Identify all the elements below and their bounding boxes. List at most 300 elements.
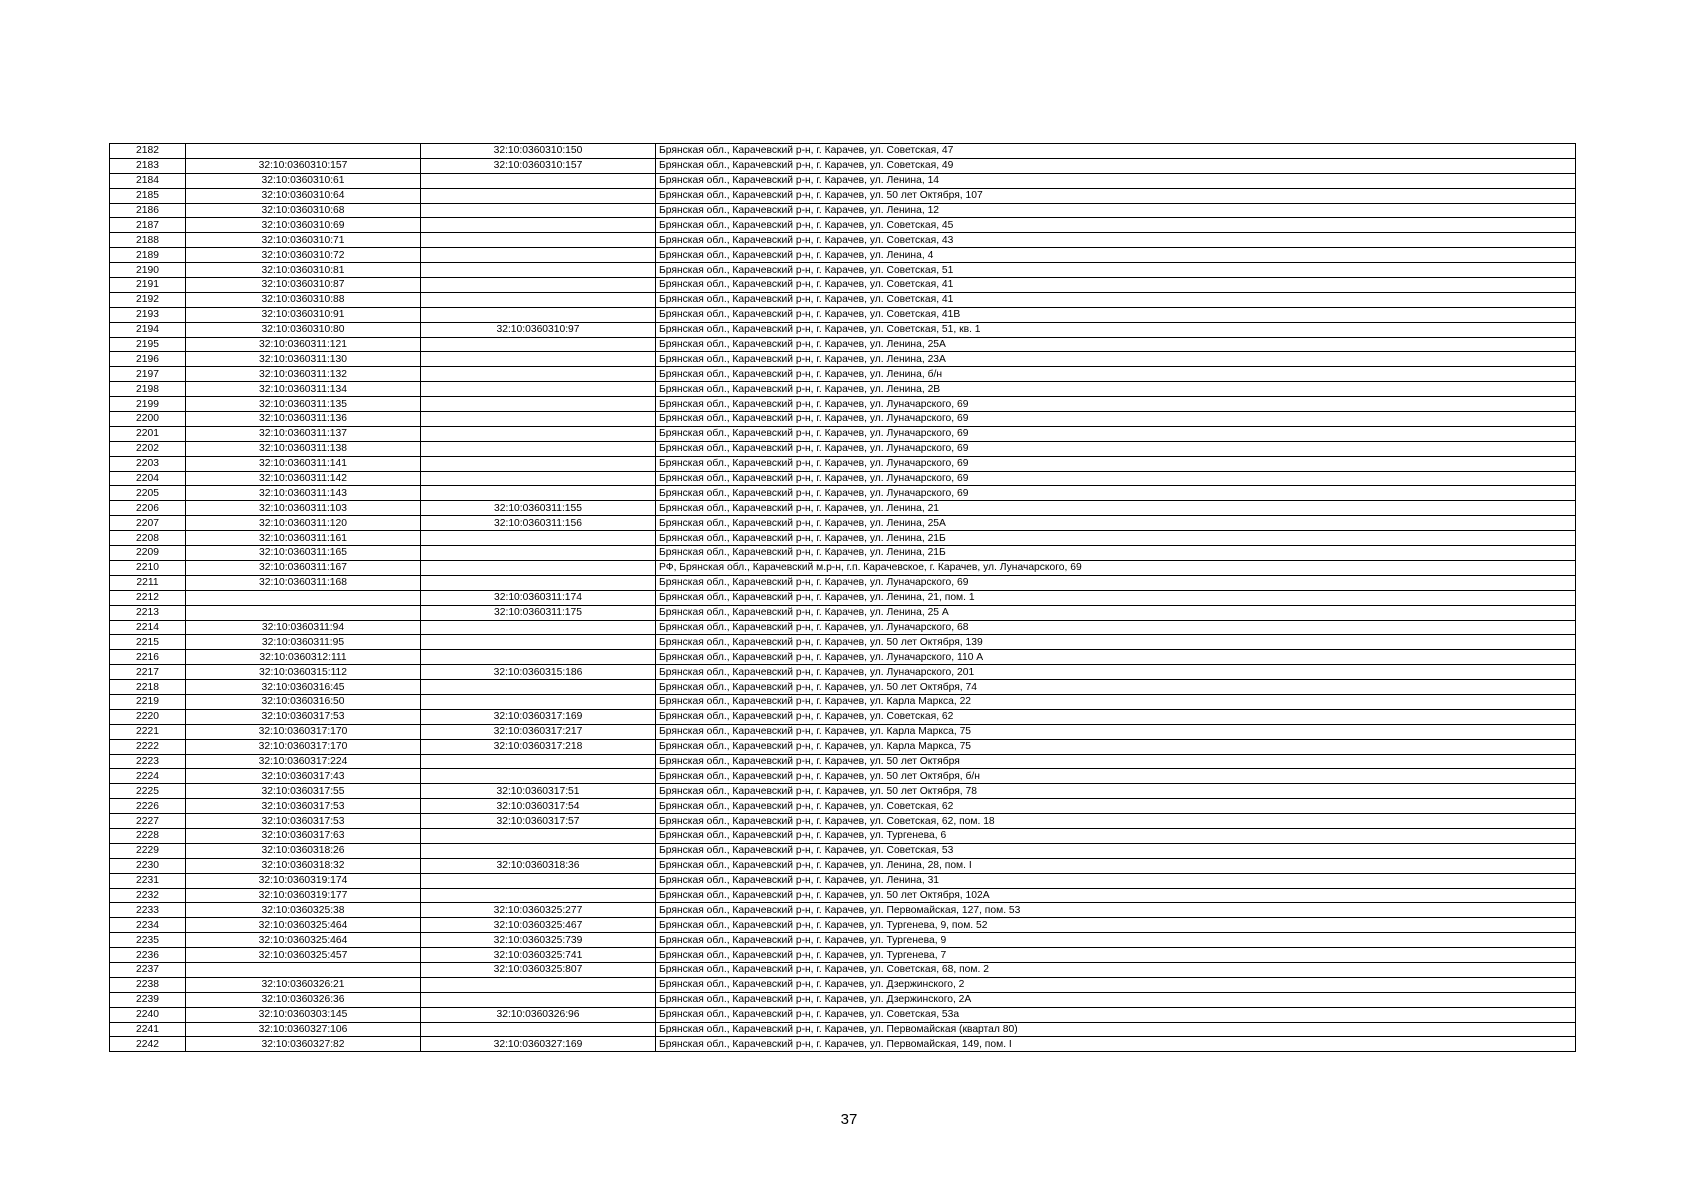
cadastral-number-cell: 32:10:0360310:88: [186, 292, 421, 307]
address-cell: Брянская обл., Карачевский р-н, г. Карачев, ул. Ленина, 25 А: [656, 605, 1576, 620]
address-cell: Брянская обл., Карачевский р-н, г. Карачев, ул. Советская, 53а: [656, 1007, 1576, 1022]
address-cell: Брянская обл., Карачевский р-н, г. Карачев, ул. Советская, 68, пом. 2: [656, 962, 1576, 977]
row-number-cell: 2210: [110, 560, 186, 575]
cadastral-number-cell: 32:10:0360310:68: [186, 203, 421, 218]
cadastral-number-cell: 32:10:0360312:111: [186, 650, 421, 665]
table-row: [110, 441, 1576, 456]
row-number-cell: 2194: [110, 322, 186, 337]
table-row: [110, 784, 1576, 799]
linked-cadastral-number-cell: [421, 426, 656, 441]
table-row: [110, 382, 1576, 397]
row-number-cell: 2242: [110, 1037, 186, 1052]
row-number-cell: 2215: [110, 635, 186, 650]
linked-cadastral-number-cell: 32:10:0360325:277: [421, 903, 656, 918]
cadastral-number-cell: 32:10:0360310:64: [186, 188, 421, 203]
linked-cadastral-number-cell: [421, 754, 656, 769]
cadastral-number-cell: [186, 590, 421, 605]
linked-cadastral-number-cell: [421, 173, 656, 188]
address-cell: Брянская обл., Карачевский р-н, г. Карачев, ул. Ленина, 21, пом. 1: [656, 590, 1576, 605]
row-number-cell: 2233: [110, 903, 186, 918]
linked-cadastral-number-cell: [421, 992, 656, 1007]
table-row: [110, 575, 1576, 590]
linked-cadastral-number-cell: [421, 412, 656, 427]
address-cell: Брянская обл., Карачевский р-н, г. Карачев, ул. Тургенева, 6: [656, 828, 1576, 843]
table-row: [110, 769, 1576, 784]
address-cell: Брянская обл., Карачевский р-н, г. Карачев, ул. Ленина, 25А: [656, 337, 1576, 352]
cadastral-number-cell: 32:10:0360310:157: [186, 158, 421, 173]
row-number-cell: 2207: [110, 516, 186, 531]
address-cell: Брянская обл., Карачевский р-н, г. Карачев, ул. Луначарского, 110 А: [656, 650, 1576, 665]
row-number-cell: 2230: [110, 858, 186, 873]
cadastral-number-cell: 32:10:0360317:53: [186, 814, 421, 829]
table-row: [110, 739, 1576, 754]
address-cell: Брянская обл., Карачевский р-н, г. Карачев, ул. Советская, 41: [656, 292, 1576, 307]
cadastral-number-cell: 32:10:0360310:81: [186, 263, 421, 278]
table-row: [110, 799, 1576, 814]
cadastral-number-cell: 32:10:0360310:72: [186, 248, 421, 263]
linked-cadastral-number-cell: 32:10:0360310:97: [421, 322, 656, 337]
address-cell: Брянская обл., Карачевский р-н, г. Карачев, ул. Ленина, 25А: [656, 516, 1576, 531]
row-number-cell: 2193: [110, 307, 186, 322]
cadastral-number-cell: 32:10:0360310:91: [186, 307, 421, 322]
property-registry-table: [109, 143, 1576, 1052]
table-row: [110, 933, 1576, 948]
row-number-cell: 2227: [110, 814, 186, 829]
table-row: [110, 337, 1576, 352]
cadastral-number-cell: 32:10:0360311:165: [186, 546, 421, 561]
linked-cadastral-number-cell: [421, 531, 656, 546]
table-row: [110, 962, 1576, 977]
row-number-cell: 2238: [110, 977, 186, 992]
linked-cadastral-number-cell: [421, 367, 656, 382]
address-cell: Брянская обл., Карачевский р-н, г. Карачев, ул. Ленина, 23А: [656, 352, 1576, 367]
address-cell: Брянская обл., Карачевский р-н, г. Карачев, ул. Советская, 41В: [656, 307, 1576, 322]
address-cell: Брянская обл., Карачевский р-н, г. Карачев, ул. 50 лет Октября: [656, 754, 1576, 769]
linked-cadastral-number-cell: 32:10:0360317:51: [421, 784, 656, 799]
row-number-cell: 2187: [110, 218, 186, 233]
linked-cadastral-number-cell: 32:10:0360325:807: [421, 962, 656, 977]
linked-cadastral-number-cell: [421, 397, 656, 412]
table-row: [110, 531, 1576, 546]
row-number-cell: 2236: [110, 948, 186, 963]
address-cell: Брянская обл., Карачевский р-н, г. Карачев, ул. Советская, 51: [656, 263, 1576, 278]
address-cell: Брянская обл., Карачевский р-н, г. Карачев, ул. Первомайская, 127, пом. 53: [656, 903, 1576, 918]
address-cell: РФ, Брянская обл., Карачевский м.р-н, г.п. Карачевское, г. Карачев, ул. Луначарского, 69: [656, 560, 1576, 575]
address-cell: Брянская обл., Карачевский р-н, г. Карачев, ул. Карла Маркса, 22: [656, 694, 1576, 709]
table-row: [110, 1007, 1576, 1022]
linked-cadastral-number-cell: 32:10:0360311:174: [421, 590, 656, 605]
address-cell: Брянская обл., Карачевский р-н, г. Карачев, ул. Ленина, 28, пом. I: [656, 858, 1576, 873]
address-cell: Брянская обл., Карачевский р-н, г. Карачев, ул. Ленина, 4: [656, 248, 1576, 263]
address-cell: Брянская обл., Карачевский р-н, г. Карачев, ул. Советская, 43: [656, 233, 1576, 248]
row-number-cell: 2232: [110, 888, 186, 903]
cadastral-number-cell: 32:10:0360310:71: [186, 233, 421, 248]
cadastral-number-cell: 32:10:0360311:142: [186, 471, 421, 486]
address-cell: Брянская обл., Карачевский р-н, г. Карачев, ул. 50 лет Октября, 74: [656, 680, 1576, 695]
cadastral-number-cell: 32:10:0360319:174: [186, 873, 421, 888]
row-number-cell: 2195: [110, 337, 186, 352]
table-row: [110, 977, 1576, 992]
address-cell: Брянская обл., Карачевский р-н, г. Карачев, ул. Дзержинского, 2А: [656, 992, 1576, 1007]
cadastral-number-cell: [186, 962, 421, 977]
cadastral-number-cell: 32:10:0360315:112: [186, 665, 421, 680]
address-cell: Брянская обл., Карачевский р-н, г. Карачев, ул. 50 лет Октября, 139: [656, 635, 1576, 650]
linked-cadastral-number-cell: 32:10:0360311:156: [421, 516, 656, 531]
address-cell: Брянская обл., Карачевский р-н, г. Карачев, ул. 50 лет Октября, 102А: [656, 888, 1576, 903]
linked-cadastral-number-cell: 32:10:0360310:150: [421, 144, 656, 159]
row-number-cell: 2196: [110, 352, 186, 367]
table-row: [110, 560, 1576, 575]
row-number-cell: 2184: [110, 173, 186, 188]
table-row: [110, 843, 1576, 858]
table-row: [110, 709, 1576, 724]
row-number-cell: 2223: [110, 754, 186, 769]
address-cell: Брянская обл., Карачевский р-н, г. Карачев, ул. Карла Маркса, 75: [656, 724, 1576, 739]
cadastral-number-cell: 32:10:0360325:464: [186, 918, 421, 933]
address-cell: Брянская обл., Карачевский р-н, г. Карачев, ул. Луначарского, 69: [656, 426, 1576, 441]
row-number-cell: 2213: [110, 605, 186, 620]
table-row: [110, 307, 1576, 322]
cadastral-number-cell: [186, 144, 421, 159]
address-cell: Брянская обл., Карачевский р-н, г. Карачев, ул. Советская, 53: [656, 843, 1576, 858]
table-row: [110, 620, 1576, 635]
cadastral-number-cell: 32:10:0360311:121: [186, 337, 421, 352]
linked-cadastral-number-cell: 32:10:0360327:169: [421, 1037, 656, 1052]
cadastral-number-cell: 32:10:0360311:161: [186, 531, 421, 546]
row-number-cell: 2225: [110, 784, 186, 799]
linked-cadastral-number-cell: [421, 575, 656, 590]
row-number-cell: 2226: [110, 799, 186, 814]
address-cell: Брянская обл., Карачевский р-н, г. Карачев, ул. Луначарского, 69: [656, 397, 1576, 412]
linked-cadastral-number-cell: [421, 560, 656, 575]
row-number-cell: 2216: [110, 650, 186, 665]
address-cell: Брянская обл., Карачевский р-н, г. Карачев, ул. Тургенева, 9, пом. 52: [656, 918, 1576, 933]
table-row: [110, 486, 1576, 501]
cadastral-number-cell: 32:10:0360303:145: [186, 1007, 421, 1022]
page-number: 37: [840, 1111, 858, 1128]
cadastral-number-cell: 32:10:0360316:45: [186, 680, 421, 695]
linked-cadastral-number-cell: [421, 888, 656, 903]
linked-cadastral-number-cell: [421, 278, 656, 293]
row-number-cell: 2200: [110, 412, 186, 427]
linked-cadastral-number-cell: 32:10:0360326:96: [421, 1007, 656, 1022]
linked-cadastral-number-cell: 32:10:0360317:57: [421, 814, 656, 829]
cadastral-number-cell: 32:10:0360311:168: [186, 575, 421, 590]
table-row: [110, 218, 1576, 233]
address-cell: Брянская обл., Карачевский р-н, г. Карачев, ул. Луначарского, 69: [656, 471, 1576, 486]
row-number-cell: 2204: [110, 471, 186, 486]
linked-cadastral-number-cell: 32:10:0360317:218: [421, 739, 656, 754]
cadastral-number-cell: 32:10:0360311:95: [186, 635, 421, 650]
cadastral-number-cell: 32:10:0360325:38: [186, 903, 421, 918]
linked-cadastral-number-cell: [421, 456, 656, 471]
linked-cadastral-number-cell: [421, 307, 656, 322]
address-cell: Брянская обл., Карачевский р-н, г. Карачев, ул. Ленина, 21: [656, 501, 1576, 516]
linked-cadastral-number-cell: [421, 292, 656, 307]
linked-cadastral-number-cell: [421, 546, 656, 561]
linked-cadastral-number-cell: [421, 977, 656, 992]
cadastral-number-cell: 32:10:0360311:134: [186, 382, 421, 397]
linked-cadastral-number-cell: [421, 873, 656, 888]
linked-cadastral-number-cell: [421, 828, 656, 843]
table-row: [110, 694, 1576, 709]
address-cell: Брянская обл., Карачевский р-н, г. Карачев, ул. Ленина, 21Б: [656, 546, 1576, 561]
row-number-cell: 2206: [110, 501, 186, 516]
cadastral-number-cell: 32:10:0360318:32: [186, 858, 421, 873]
table-row: [110, 144, 1576, 159]
address-cell: Брянская обл., Карачевский р-н, г. Карачев, ул. Первомайская, 149, пом. I: [656, 1037, 1576, 1052]
linked-cadastral-number-cell: [421, 680, 656, 695]
table-row: [110, 635, 1576, 650]
row-number-cell: 2203: [110, 456, 186, 471]
table-row: [110, 918, 1576, 933]
table-row: [110, 352, 1576, 367]
cadastral-number-cell: 32:10:0360311:167: [186, 560, 421, 575]
row-number-cell: 2212: [110, 590, 186, 605]
linked-cadastral-number-cell: [421, 382, 656, 397]
row-number-cell: 2197: [110, 367, 186, 382]
cadastral-number-cell: 32:10:0360311:130: [186, 352, 421, 367]
address-cell: Брянская обл., Карачевский р-н, г. Карачев, ул. Луначарского, 69: [656, 456, 1576, 471]
linked-cadastral-number-cell: [421, 635, 656, 650]
table-row: [110, 188, 1576, 203]
table-row: [110, 1022, 1576, 1037]
linked-cadastral-number-cell: 32:10:0360325:741: [421, 948, 656, 963]
row-number-cell: 2235: [110, 933, 186, 948]
address-cell: Брянская обл., Карачевский р-н, г. Карачев, ул. Луначарского, 69: [656, 412, 1576, 427]
address-cell: Брянская обл., Карачевский р-н, г. Карачев, ул. Советская, 62, пом. 18: [656, 814, 1576, 829]
row-number-cell: 2188: [110, 233, 186, 248]
address-cell: Брянская обл., Карачевский р-н, г. Карачев, ул. Советская, 49: [656, 158, 1576, 173]
table-row: [110, 412, 1576, 427]
row-number-cell: 2208: [110, 531, 186, 546]
row-number-cell: 2182: [110, 144, 186, 159]
address-cell: Брянская обл., Карачевский р-н, г. Карачев, ул. Ленина, 12: [656, 203, 1576, 218]
table-row: [110, 233, 1576, 248]
address-cell: Брянская обл., Карачевский р-н, г. Карачев, ул. Ленина, б/н: [656, 367, 1576, 382]
address-cell: Брянская обл., Карачевский р-н, г. Карачев, ул. Луначарского, 69: [656, 441, 1576, 456]
address-cell: Брянская обл., Карачевский р-н, г. Карачев, ул. Советская, 41: [656, 278, 1576, 293]
row-number-cell: 2228: [110, 828, 186, 843]
address-cell: Брянская обл., Карачевский р-н, г. Карачев, ул. Дзержинского, 2: [656, 977, 1576, 992]
linked-cadastral-number-cell: [421, 486, 656, 501]
row-number-cell: 2229: [110, 843, 186, 858]
cadastral-number-cell: 32:10:0360317:53: [186, 799, 421, 814]
cadastral-number-cell: 32:10:0360311:137: [186, 426, 421, 441]
cadastral-number-cell: 32:10:0360310:69: [186, 218, 421, 233]
row-number-cell: 2220: [110, 709, 186, 724]
table-row: [110, 948, 1576, 963]
address-cell: Брянская обл., Карачевский р-н, г. Карачев, ул. Тургенева, 7: [656, 948, 1576, 963]
row-number-cell: 2190: [110, 263, 186, 278]
table-row: [110, 605, 1576, 620]
table-row: [110, 888, 1576, 903]
linked-cadastral-number-cell: [421, 203, 656, 218]
table-row: [110, 173, 1576, 188]
table-row: [110, 278, 1576, 293]
row-number-cell: 2240: [110, 1007, 186, 1022]
row-number-cell: 2224: [110, 769, 186, 784]
address-cell: Брянская обл., Карачевский р-н, г. Карачев, ул. Карла Маркса, 75: [656, 739, 1576, 754]
address-cell: Брянская обл., Карачевский р-н, г. Карачев, ул. Луначарского, 68: [656, 620, 1576, 635]
cadastral-number-cell: 32:10:0360317:53: [186, 709, 421, 724]
cadastral-number-cell: 32:10:0360317:63: [186, 828, 421, 843]
cadastral-number-cell: 32:10:0360310:87: [186, 278, 421, 293]
row-number-cell: 2191: [110, 278, 186, 293]
table-row: [110, 724, 1576, 739]
cadastral-number-cell: 32:10:0360317:170: [186, 724, 421, 739]
cadastral-number-cell: 32:10:0360325:464: [186, 933, 421, 948]
address-cell: Брянская обл., Карачевский р-н, г. Карачев, ул. Ленина, 2В: [656, 382, 1576, 397]
linked-cadastral-number-cell: 32:10:0360315:186: [421, 665, 656, 680]
address-cell: Брянская обл., Карачевский р-н, г. Карачев, ул. Советская, 62: [656, 709, 1576, 724]
row-number-cell: 2237: [110, 962, 186, 977]
table-row: [110, 650, 1576, 665]
table-row: [110, 471, 1576, 486]
row-number-cell: 2198: [110, 382, 186, 397]
cadastral-number-cell: 32:10:0360311:120: [186, 516, 421, 531]
linked-cadastral-number-cell: 32:10:0360318:36: [421, 858, 656, 873]
linked-cadastral-number-cell: [421, 769, 656, 784]
table-row: [110, 263, 1576, 278]
row-number-cell: 2222: [110, 739, 186, 754]
row-number-cell: 2211: [110, 575, 186, 590]
table-row: [110, 992, 1576, 1007]
table-row: [110, 292, 1576, 307]
cadastral-number-cell: 32:10:0360310:61: [186, 173, 421, 188]
cadastral-number-cell: [186, 605, 421, 620]
linked-cadastral-number-cell: [421, 248, 656, 263]
table-row: [110, 590, 1576, 605]
table-row: [110, 158, 1576, 173]
cadastral-number-cell: 32:10:0360311:143: [186, 486, 421, 501]
table-row: [110, 397, 1576, 412]
cadastral-number-cell: 32:10:0360325:457: [186, 948, 421, 963]
row-number-cell: 2231: [110, 873, 186, 888]
linked-cadastral-number-cell: 32:10:0360311:155: [421, 501, 656, 516]
table-row: [110, 203, 1576, 218]
address-cell: Брянская обл., Карачевский р-н, г. Карачев, ул. Луначарского, 69: [656, 486, 1576, 501]
row-number-cell: 2221: [110, 724, 186, 739]
cadastral-number-cell: 32:10:0360316:50: [186, 694, 421, 709]
table-row: [110, 828, 1576, 843]
row-number-cell: 2202: [110, 441, 186, 456]
table-row: [110, 858, 1576, 873]
linked-cadastral-number-cell: [421, 263, 656, 278]
cadastral-number-cell: 32:10:0360311:136: [186, 412, 421, 427]
address-cell: Брянская обл., Карачевский р-н, г. Карачев, ул. 50 лет Октября, б/н: [656, 769, 1576, 784]
linked-cadastral-number-cell: [421, 337, 656, 352]
linked-cadastral-number-cell: 32:10:0360325:467: [421, 918, 656, 933]
row-number-cell: 2205: [110, 486, 186, 501]
cadastral-number-cell: 32:10:0360326:36: [186, 992, 421, 1007]
row-number-cell: 2192: [110, 292, 186, 307]
linked-cadastral-number-cell: [421, 620, 656, 635]
cadastral-number-cell: 32:10:0360317:170: [186, 739, 421, 754]
row-number-cell: 2218: [110, 680, 186, 695]
row-number-cell: 2183: [110, 158, 186, 173]
table-row: [110, 546, 1576, 561]
cadastral-number-cell: 32:10:0360311:103: [186, 501, 421, 516]
linked-cadastral-number-cell: 32:10:0360317:217: [421, 724, 656, 739]
table-row: [110, 680, 1576, 695]
address-cell: Брянская обл., Карачевский р-н, г. Карачев, ул. Советская, 62: [656, 799, 1576, 814]
linked-cadastral-number-cell: [421, 1022, 656, 1037]
table-row: [110, 322, 1576, 337]
row-number-cell: 2214: [110, 620, 186, 635]
row-number-cell: 2189: [110, 248, 186, 263]
table-row: [110, 516, 1576, 531]
row-number-cell: 2185: [110, 188, 186, 203]
address-cell: Брянская обл., Карачевский р-н, г. Карачев, ул. Ленина, 14: [656, 173, 1576, 188]
linked-cadastral-number-cell: [421, 694, 656, 709]
address-cell: Брянская обл., Карачевский р-н, г. Карачев, ул. Луначарского, 201: [656, 665, 1576, 680]
table-row: [110, 367, 1576, 382]
row-number-cell: 2209: [110, 546, 186, 561]
table-row: [110, 665, 1576, 680]
cadastral-number-cell: 32:10:0360311:138: [186, 441, 421, 456]
cadastral-number-cell: 32:10:0360327:82: [186, 1037, 421, 1052]
linked-cadastral-number-cell: [421, 218, 656, 233]
table-row: [110, 426, 1576, 441]
cadastral-number-cell: 32:10:0360317:43: [186, 769, 421, 784]
linked-cadastral-number-cell: 32:10:0360311:175: [421, 605, 656, 620]
table-row: [110, 814, 1576, 829]
table-row: [110, 248, 1576, 263]
address-cell: Брянская обл., Карачевский р-н, г. Карачев, ул. Луначарского, 69: [656, 575, 1576, 590]
linked-cadastral-number-cell: 32:10:0360317:169: [421, 709, 656, 724]
cadastral-number-cell: 32:10:0360318:26: [186, 843, 421, 858]
row-number-cell: 2239: [110, 992, 186, 1007]
table-row: [110, 903, 1576, 918]
row-number-cell: 2241: [110, 1022, 186, 1037]
linked-cadastral-number-cell: [421, 441, 656, 456]
linked-cadastral-number-cell: [421, 352, 656, 367]
linked-cadastral-number-cell: 32:10:0360317:54: [421, 799, 656, 814]
row-number-cell: 2201: [110, 426, 186, 441]
cadastral-number-cell: 32:10:0360311:135: [186, 397, 421, 412]
linked-cadastral-number-cell: [421, 233, 656, 248]
address-cell: Брянская обл., Карачевский р-н, г. Карачев, ул. Ленина, 31: [656, 873, 1576, 888]
cadastral-number-cell: 32:10:0360311:141: [186, 456, 421, 471]
address-cell: Брянская обл., Карачевский р-н, г. Карачев, ул. Ленина, 21Б: [656, 531, 1576, 546]
linked-cadastral-number-cell: [421, 650, 656, 665]
row-number-cell: 2199: [110, 397, 186, 412]
cadastral-number-cell: 32:10:0360317:224: [186, 754, 421, 769]
address-cell: Брянская обл., Карачевский р-н, г. Карачев, ул. Тургенева, 9: [656, 933, 1576, 948]
address-cell: Брянская обл., Карачевский р-н, г. Карачев, ул. Советская, 51, кв. 1: [656, 322, 1576, 337]
cadastral-number-cell: 32:10:0360310:80: [186, 322, 421, 337]
table-body: [110, 144, 1576, 1052]
cadastral-number-cell: 32:10:0360327:106: [186, 1022, 421, 1037]
table-row: [110, 873, 1576, 888]
cadastral-number-cell: 32:10:0360319:177: [186, 888, 421, 903]
cadastral-number-cell: 32:10:0360326:21: [186, 977, 421, 992]
linked-cadastral-number-cell: [421, 471, 656, 486]
row-number-cell: 2186: [110, 203, 186, 218]
address-cell: Брянская обл., Карачевский р-н, г. Карачев, ул. Советская, 47: [656, 144, 1576, 159]
linked-cadastral-number-cell: 32:10:0360325:739: [421, 933, 656, 948]
table-row: [110, 456, 1576, 471]
cadastral-number-cell: 32:10:0360311:132: [186, 367, 421, 382]
address-cell: Брянская обл., Карачевский р-н, г. Карачев, ул. Первомайская (квартал 80): [656, 1022, 1576, 1037]
row-number-cell: 2217: [110, 665, 186, 680]
linked-cadastral-number-cell: [421, 188, 656, 203]
address-cell: Брянская обл., Карачевский р-н, г. Карачев, ул. 50 лет Октября, 78: [656, 784, 1576, 799]
table-row: [110, 1037, 1576, 1052]
address-cell: Брянская обл., Карачевский р-н, г. Карачев, ул. Советская, 45: [656, 218, 1576, 233]
table-row: [110, 754, 1576, 769]
